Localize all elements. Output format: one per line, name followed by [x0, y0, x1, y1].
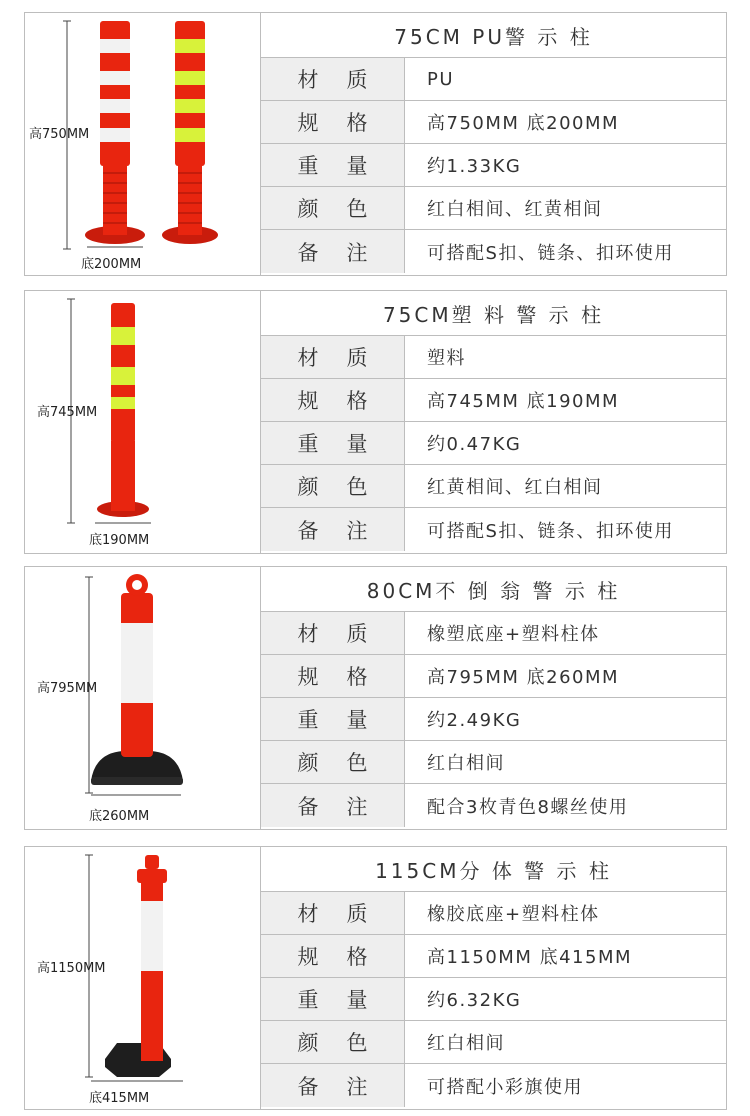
spec-value: 红黄相间、红白相间: [427, 477, 603, 498]
spec-value: 约0.47KG: [427, 434, 522, 455]
spec-row: [261, 508, 726, 551]
spec-label: 颜色: [261, 741, 405, 783]
spec-label: 重量: [261, 144, 405, 186]
base-label: 底200MM: [81, 257, 142, 272]
spec-label: 材质: [261, 336, 405, 378]
spec-row: [261, 58, 726, 101]
bollard-illustration: [25, 291, 261, 555]
spec-value: 约1.33KG: [427, 156, 522, 177]
spec-row: [261, 1021, 726, 1064]
product-block-4: [24, 846, 727, 1110]
spec-row: [261, 935, 726, 978]
base-label: 底260MM: [89, 809, 150, 824]
product-block-3: [24, 566, 727, 830]
spec-label: 颜色: [261, 465, 405, 507]
spec-row: [261, 230, 726, 273]
spec-value: 可搭配S扣、链条、扣环使用: [427, 242, 674, 264]
spec-row: [261, 784, 726, 827]
spec-label: 规格: [261, 101, 405, 143]
spec-row: [261, 655, 726, 698]
spec-value: 红白相间、红黄相间: [427, 199, 603, 220]
product-image-4: [25, 847, 261, 1109]
product-title: 75CM PU警 示 柱: [261, 13, 726, 58]
spec-row: [261, 187, 726, 230]
spec-table-4: [261, 847, 726, 1109]
spec-value: 橡胶底座+塑料柱体: [427, 904, 600, 925]
spec-value: PU: [427, 68, 455, 90]
spec-value: 高1150MM 底415MM: [427, 947, 633, 968]
product-title: 75CM塑 料 警 示 柱: [261, 291, 726, 336]
bollard-pair-illustration: [25, 13, 261, 277]
spec-label: 材质: [261, 612, 405, 654]
spec-value: 高745MM 底190MM: [427, 391, 620, 412]
split-bollard-illustration: [25, 847, 261, 1111]
product-image-2: [25, 291, 261, 553]
spec-value: 可搭配小彩旗使用: [427, 1076, 583, 1098]
spec-label: 材质: [261, 892, 405, 934]
product-block-1: [24, 12, 727, 276]
weighted-bollard-illustration: [25, 567, 261, 831]
spec-value: 塑料: [427, 348, 466, 369]
spec-label: 备注: [261, 508, 405, 551]
spec-value: 可搭配S扣、链条、扣环使用: [427, 520, 674, 542]
height-label: 高1150MM: [37, 961, 106, 976]
spec-label: 规格: [261, 379, 405, 421]
spec-table-3: [261, 567, 726, 829]
spec-row: [261, 741, 726, 784]
spec-label: 备注: [261, 230, 405, 273]
height-label: 高745MM: [37, 405, 98, 420]
product-image-1: [25, 13, 261, 275]
spec-value: 高750MM 底200MM: [427, 113, 620, 134]
height-label: 高750MM: [29, 127, 90, 142]
spec-table-2: [261, 291, 726, 553]
spec-row: [261, 144, 726, 187]
spec-row: [261, 1064, 726, 1107]
spec-value: 红白相间: [427, 753, 505, 774]
spec-value: 约2.49KG: [427, 710, 522, 731]
spec-row: [261, 978, 726, 1021]
spec-row: [261, 101, 726, 144]
spec-label: 材质: [261, 58, 405, 100]
spec-table-1: [261, 13, 726, 275]
product-image-3: [25, 567, 261, 829]
base-label: 底415MM: [89, 1091, 150, 1106]
spec-label: 规格: [261, 935, 405, 977]
spec-row: [261, 379, 726, 422]
spec-label: 规格: [261, 655, 405, 697]
spec-row: [261, 698, 726, 741]
spec-row: [261, 892, 726, 935]
spec-row: [261, 612, 726, 655]
spec-label: 颜色: [261, 1021, 405, 1063]
spec-label: 颜色: [261, 187, 405, 229]
spec-value: 橡塑底座+塑料柱体: [427, 624, 600, 645]
spec-row: [261, 336, 726, 379]
base-label: 底190MM: [89, 533, 150, 548]
height-label: 高795MM: [37, 681, 98, 696]
spec-value: 配合3枚青色8螺丝使用: [427, 796, 629, 818]
spec-label: 重量: [261, 698, 405, 740]
spec-label: 备注: [261, 784, 405, 827]
product-title: 80CM不 倒 翁 警 示 柱: [261, 567, 726, 612]
spec-row: [261, 465, 726, 508]
spec-value: 约6.32KG: [427, 990, 522, 1011]
spec-value: 高795MM 底260MM: [427, 667, 620, 688]
spec-value: 红白相间: [427, 1033, 505, 1054]
spec-label: 重量: [261, 422, 405, 464]
spec-label: 重量: [261, 978, 405, 1020]
spec-row: [261, 422, 726, 465]
product-block-2: [24, 290, 727, 554]
spec-label: 备注: [261, 1064, 405, 1107]
product-title: 115CM分 体 警 示 柱: [261, 847, 726, 892]
